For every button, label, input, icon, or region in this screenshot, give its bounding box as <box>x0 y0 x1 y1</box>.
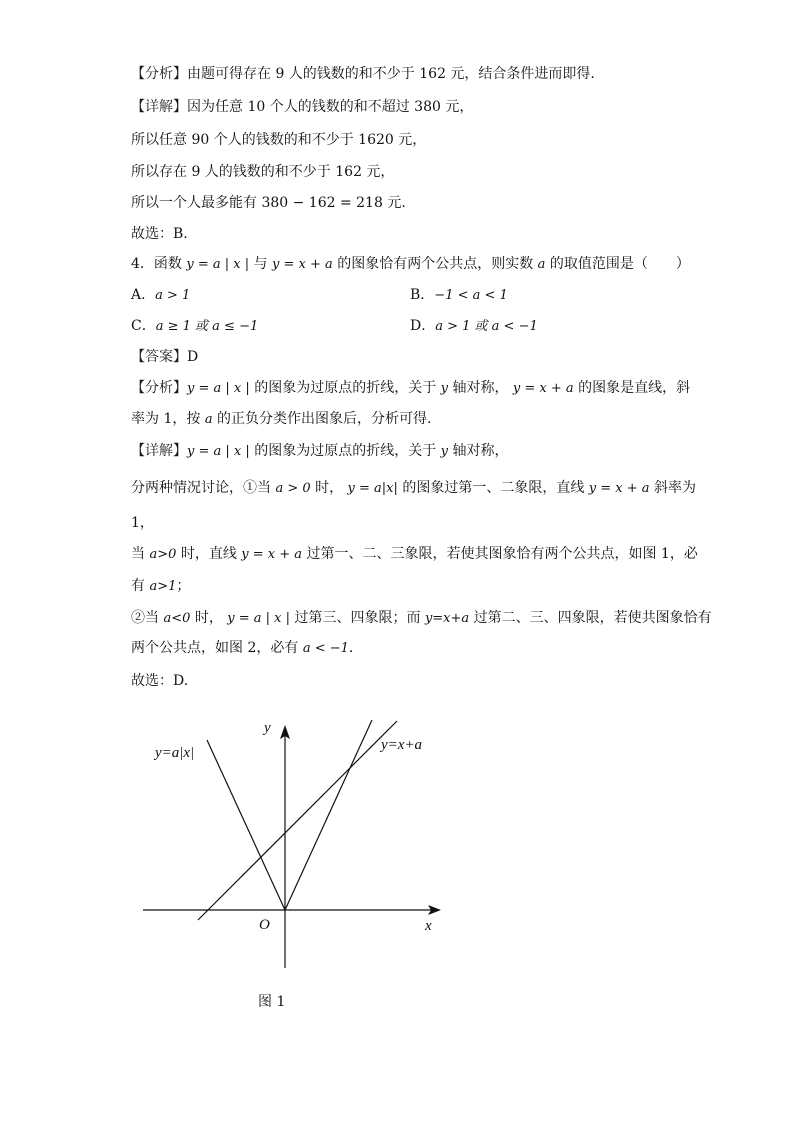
detail-text: 因为任意 10 个人的钱数的和不超过 380 元， <box>187 99 474 115</box>
detail2-t1: 的图象为过原点的折线，关于 <box>249 443 441 459</box>
detail2-d: 斜率为 <box>649 480 696 496</box>
detail2-t2: 轴对称， <box>448 443 509 459</box>
detail2-5m: a>1 <box>149 579 177 594</box>
option-d-label: D． <box>410 318 436 334</box>
detail2-4c: 过第一、二、三象限，若使其图象恰有两个公共点，如图 1，必 <box>302 546 698 562</box>
detail-line-2: 所以任意 90 个人的钱数的和不少于 1620 元， <box>131 132 427 148</box>
analysis2-a: 率为 1，按 <box>131 411 205 427</box>
detail2-a: 分两种情况讨论，①当 <box>131 480 276 496</box>
detail2-c: 的图象过第一、二象限，直线 <box>397 480 589 496</box>
label-abs-func: y=a|x| <box>155 745 195 761</box>
figure-caption: 图 1 <box>258 994 286 1010</box>
q4-func-abs: y = a | x | <box>186 257 250 272</box>
detail2-5b: ； <box>176 578 191 594</box>
detail2-7m: a < −1 <box>302 641 349 656</box>
detail-tag: 【详解】 <box>131 99 187 115</box>
option-b-value: −1 < a < 1 <box>434 288 508 303</box>
q4-and: 与 <box>249 256 273 272</box>
analysis-text: 由题可得存在 9 人的钱数的和不少于 162 元，结合条件进而即得. <box>187 66 595 82</box>
detail2-tag: 【详解】 <box>131 443 187 459</box>
analysis2-tag: 【分析】 <box>131 380 187 396</box>
analysis2-t3: 的图象是直线，斜 <box>573 380 691 396</box>
q4-prefix: 4．函数 <box>131 256 187 272</box>
detail2-5a: 有 <box>131 578 150 594</box>
detail2-6c: 过第三、四象限；而 <box>290 610 425 626</box>
detail2-4m1: a>0 <box>149 547 177 562</box>
detail2-m1: y = a | x | <box>187 444 250 459</box>
option-a-value: a > 1 <box>155 288 191 303</box>
answer-tag: 【答案】 <box>131 349 187 365</box>
option-c-label: C． <box>131 318 156 334</box>
q4-suffix: 的取值范围是（ ） <box>545 256 690 272</box>
choice-result-1: 故选：B. <box>131 226 188 242</box>
analysis-tag: 【分析】 <box>131 66 187 82</box>
detail2-6d: 过第二、三、四象限，若使共图象恰有 <box>469 610 712 626</box>
analysis2-m3: y = x + a <box>512 381 574 396</box>
detail2-m2: y <box>440 444 449 459</box>
detail2-4a: 当 <box>131 546 150 562</box>
detail-line-3: 所以存在 9 人的钱数的和不少于 162 元， <box>131 164 395 180</box>
detail2-6a: ②当 <box>131 610 164 626</box>
analysis2-t1: 的图象为过原点的折线，关于 <box>249 380 441 396</box>
analysis2-m2: y <box>440 381 449 396</box>
option-b-label: B． <box>410 287 435 303</box>
detail-line-4: 所以一个人最多能有 380 − 162 = 218 元. <box>131 195 406 211</box>
choice-result-2: 故选：D. <box>131 673 189 689</box>
detail2-b: 时， <box>310 480 348 496</box>
detail2-6b: 时， <box>190 610 228 626</box>
detail2-7a: 两个公共点，如图 2，必有 <box>131 640 303 656</box>
label-line-func: y=x+a <box>381 737 423 753</box>
detail2-m3b: y = x + a <box>588 481 650 496</box>
q4-mid: 的图象恰有两个公共点，则实数 <box>332 256 538 272</box>
detail2-7b: . <box>348 640 354 656</box>
detail2-m2b: y = a|x| <box>347 481 398 496</box>
line-graph <box>198 721 397 920</box>
detail2-m1b: a > 0 <box>275 481 311 496</box>
option-c-value: a ≥ 1 或 a ≤ −1 <box>155 319 259 334</box>
abs-graph-left-branch <box>207 740 285 910</box>
analysis2-m: a <box>204 412 213 427</box>
option-a-label: A． <box>131 287 156 303</box>
q4-var: a <box>537 257 546 272</box>
detail2-4b: 时，直线 <box>176 546 242 562</box>
q4-func-line: y = x + a <box>272 257 333 272</box>
answer-value: D <box>187 349 199 365</box>
detail2-6m1: a<0 <box>163 611 191 626</box>
label-x: x <box>425 918 432 934</box>
analysis2-t2: 轴对称， <box>448 380 513 396</box>
analysis2-b: 的正负分类作出图象后，分析可得. <box>212 411 432 427</box>
detail2-line-3: 1， <box>131 515 154 531</box>
abs-graph-right-branch <box>285 720 372 910</box>
label-origin: O <box>259 917 270 933</box>
analysis2-m1: y = a | x | <box>187 381 250 396</box>
label-y: y <box>264 720 271 736</box>
detail2-6m3: y=x+a <box>424 611 470 626</box>
detail2-6m2: y = a | x | <box>227 611 291 626</box>
option-d-value: a > 1 或 a < −1 <box>435 319 538 334</box>
detail2-4m2: y = x + a <box>241 547 303 562</box>
